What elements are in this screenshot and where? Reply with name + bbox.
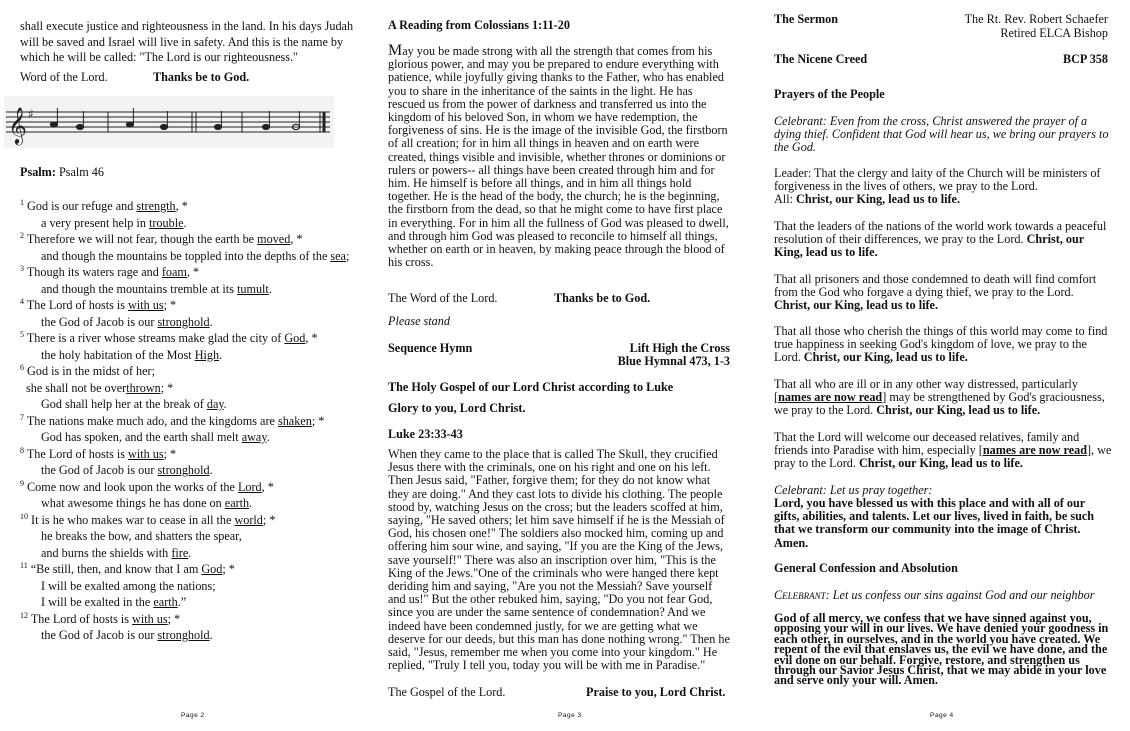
petition-2: That the leaders of the nations of the world work towards a peaceful resolution of their differences, we pray to the Lord. Christ, our King, lead us to life.	[774, 219, 1107, 260]
verse-number: 12	[20, 610, 28, 620]
accent-word: High	[194, 347, 220, 362]
let-us-pray: Celebrant: Let us pray together:	[774, 483, 933, 497]
accent-word: strength	[136, 199, 176, 213]
psalm-line: $^6$ God is in the midst of her;	[20, 363, 156, 378]
petition-text: That all who are ill or in any other way distressed, particularly [	[774, 377, 1078, 405]
word-label: Word of the Lord.	[20, 70, 108, 84]
accent-word: away	[241, 430, 267, 444]
page-3	[372, 0, 750, 731]
psalm-line: $^4$ The Lord of hosts is with us; *	[20, 297, 177, 312]
intro-text: shall execute justice and righteousness in the land. In his days Judah will be saved and Israel will live in safety. And this is the name by which he will be called: "The Lord is our righteousness."	[20, 19, 354, 64]
accent-word: stronghold	[157, 463, 210, 477]
psalm-line: $^9$ Come now and look upon the works of the Lord, *	[20, 478, 274, 494]
accent-word: fire	[171, 545, 189, 560]
verse-number: 6	[20, 363, 24, 372]
response: Christ, our King, lead us to life	[796, 192, 957, 207]
petition-text: That all prisoners and those condemned to death will find comfort from the God who forgave a dying thief, we pray to the Lord.	[774, 272, 1097, 300]
names-placeholder: names are now read	[982, 443, 1087, 458]
word-response: Thanks be to God.	[153, 70, 250, 84]
psalm-label: Psalm:	[20, 165, 56, 179]
leader-text: Leader: That the clergy and laity of the Church will be ministers of forgiveness in the lives of others, we pray to the Lord.	[774, 166, 1101, 194]
petition-4: That all those who cherish the things of this world may come to find true happiness in seeking God's kingdom of love, we pray to the Lord. Christ, our King, lead us to life.	[774, 324, 1108, 365]
word-response: Thanks be to God.	[554, 291, 651, 305]
petition-text: That the leaders of the nations of the world work towards a peaceful resolution of their differences, we pray to the Lord.	[774, 219, 1107, 247]
accent-word: foam	[161, 265, 187, 279]
page-number: Page 3	[558, 712, 582, 719]
psalm-line: and though the mountains tremble at its tumult.	[41, 281, 272, 296]
accent-word: world	[234, 512, 263, 527]
sermon-label: The Sermon	[774, 12, 838, 26]
psalm-line: $^3$ Though its waters rage and foam, *	[20, 264, 200, 279]
hymn-title: Lift High the Cross	[629, 341, 730, 355]
sermon-preacher: The Rt. Rev. Robert Schaefer	[964, 12, 1108, 26]
petition-3: That all prisoners and those condemned to death will find comfort from the God who forgave a dying thief, we pray to the Lord. Christ, our King, lead us to life.	[774, 272, 1097, 313]
psalm-line: the God of Jacob is our stronghold.	[41, 463, 213, 477]
response: Christ, our King, lead us to life	[858, 456, 1020, 471]
verse-number: 7	[20, 412, 24, 422]
celebrant-label: Celebrant:	[774, 114, 827, 128]
confession-text: God of all mercy, we confess that we have sinned against you, opposing your will in our lives. We have denied your goodness in each other, in ourselves, and in the world you have created. We repent of the evil that enslaves us, the evil we have done, and the evil done on our behalf. Forgive, restore, and strengthen us through our Savior Jesus Christ, that we may abide in your love and serve only your will. Amen.	[774, 611, 1109, 688]
response: Christ, our King, lead us to life	[803, 350, 965, 365]
verse-number: 3	[20, 264, 24, 273]
sermon-preacher-title: Retired ELCA Bishop	[1000, 26, 1108, 40]
petition-6: That the Lord will welcome our deceased relatives, family and friends into Paradise with him, especially [names are now read], we pray to the Lord. Christ, our King, lead us to life.	[774, 430, 1112, 471]
verse-number: 2	[20, 231, 24, 240]
accent-word: Lord	[237, 479, 262, 494]
gospel-close	[388, 685, 726, 700]
psalm-line: $^5$ There is a river whose streams make glad the city of God, *	[20, 330, 318, 345]
gospel-label: The Gospel of the Lord.	[388, 685, 506, 699]
psalm-line: $^{10}$ It is he who makes war to cease in all the world; *	[20, 511, 276, 527]
psalm-line: the God of Jacob is our stronghold.	[41, 314, 213, 329]
accent-word: with us	[128, 298, 164, 312]
accent-word: shaken	[277, 413, 312, 428]
page-number: Page 4	[930, 712, 954, 719]
psalm-text	[20, 198, 370, 644]
response: Christ, our King, lead us to life	[774, 232, 1084, 260]
accent-word: earth	[153, 595, 178, 609]
confession-title: General Confession and Absolution	[774, 561, 958, 575]
petition-1: Leader: That the clergy and laity of the Church will be ministers of forgiveness in the lives of others, we pray to the Lord. All: Christ, our King, lead us to life.	[774, 166, 1101, 207]
verse-number: 4	[20, 297, 24, 306]
verse-number: 9	[20, 478, 24, 488]
word-of-lord	[20, 70, 250, 85]
accent-word: God	[201, 562, 223, 576]
creed-ref: BCP 358	[1062, 52, 1108, 66]
psalm-line: God has spoken, and the earth shall melt away.	[41, 430, 270, 444]
accent-word: sea	[330, 248, 346, 263]
psalm-line: $^2$ Therefore we will not fear, though the earth be moved, *	[20, 231, 303, 246]
drop-cap: M	[388, 42, 403, 59]
accent-word: thrown	[126, 380, 161, 395]
accent-word: day	[206, 397, 224, 411]
petition-5: That all who are ill or in any other way distressed, particularly [names are now read] may be strengthened by God's graciousness, we pray to the Lord. Christ, our King, lead us to life.	[774, 377, 1105, 418]
psalm-heading	[20, 166, 104, 180]
reading-title: A Reading from Colossians 1:11-20	[388, 18, 570, 32]
response: Christ, our King, lead us to life	[876, 403, 1038, 418]
psalm-line: $^{12}$ The Lord of hosts is with us; *	[20, 610, 181, 626]
psalm-line: $^7$ The nations make much ado, and the kingdoms are shaken; *	[20, 412, 325, 428]
all-label: All:	[774, 192, 797, 207]
gospel-glory: Glory to you, Lord Christ.	[388, 401, 526, 415]
prayers-title: Prayers of the People	[774, 87, 885, 101]
verse-number: 8	[20, 445, 24, 455]
verse-number: 1	[20, 198, 24, 207]
psalm-ref: Psalm 46	[58, 165, 104, 179]
verse-number: 10	[20, 511, 28, 521]
hymn-label: Sequence Hymn	[388, 341, 473, 355]
luke-text: When they came to the place that is called The Skull, they crucified Jesus there with the criminals, one on his right and one on his left. Then Jesus said, "Father, forgive them; for they do not know what they are doing." And they cast lots to divide his clothing. The people stood by, watching Jesus on the cross; but the leaders scoffed at him, saying, "He saved others; let him save himself if he is the Messiah of God, his chosen one!" The soldiers also mocked him, coming up and offering him sour wine, and saying, "If you are the King of the Jews, save yourself!" There was also an inscription over him, "This is the King of the Jews."One of the criminals who were hanged there kept deriding him and saying, "Are you not the Messiah? Save yourself and us!" But the other rebuked him, saying, "Do you not fear God, since you are under the same sentence of condemnation? And we indeed have been condemned justly, for we are getting what we deserve for our deeds, but this man has done nothing wrong." Then he said, "Jesus, remember me when you come into your kingdom." He replied, "Truly I tell you, today you will be with me in Paradise."	[388, 447, 730, 673]
petition-text: That all those who cherish the things of this world may come to find true happiness in seeking God's kingdom of love, we pray to the Lord.	[774, 324, 1108, 365]
psalm-line: $^8$ The Lord of hosts is with us; *	[20, 445, 177, 461]
psalm-line: I will be exalted among the nations;	[41, 578, 216, 593]
word-label: The Word of the Lord.	[388, 291, 498, 305]
accent-word: moved	[257, 232, 291, 246]
accent-word: with us	[132, 611, 168, 626]
psalm-line: a very present help in trouble.	[41, 215, 187, 230]
reading-text	[388, 44, 730, 269]
svg-text:♯: ♯	[28, 107, 34, 121]
response: Christ, our King, lead us to life	[774, 298, 935, 313]
psalm-line: the God of Jacob is our stronghold.	[41, 628, 213, 642]
reading-body: ay you be made strong with all the strength that comes from his glorious power, and may you be prepared to endure everything with patience, while joyfully giving thanks to the Father, who has enabled you to share in the inheritance of the saints in the light. He has rescued us from the power of darkness and transferred us into the kingdom of his beloved Son, in whom we have redemption, the forgiveness of sins. He is the image of the invisible God, the firstborn of all creation; for in him all things in heaven and on earth were created, things visible and invisible, whether thrones or dominions or rulers or powers-- all things have been created through him and for him. He himself is before all things, and in him all things hold together. He is the head of the body, the church; he is the beginning, the firstborn from the dead, so that he might come to have first place in everything. For in him all the fullness of God was pleased to dwell, and through him God was pleased to reconcile to himself all things, whether on earth or in heaven, by making peace through the blood of his cross.	[388, 44, 729, 270]
names-placeholder: names are now read	[778, 390, 883, 405]
creed-label: The Nicene Creed	[774, 52, 868, 66]
psalm-line: and burns the shields with fire.	[41, 545, 192, 560]
petition-text-end: ], we pray to the Lord.	[774, 443, 1112, 471]
celebrant-text: Even from the cross, Christ answered the prayer of a dying thief. Confident that God will hear us, we bring our prayers to the God.	[774, 114, 1109, 155]
psalm-line: he breaks the bow, and shatters the spear,	[41, 529, 242, 543]
page-number: Page 2	[181, 712, 205, 719]
word-of-lord-2	[388, 291, 651, 306]
page-2	[0, 0, 372, 731]
celebrant-label: Celebrant:	[774, 588, 830, 602]
accent-word: with us	[128, 446, 164, 461]
accent-word: God	[284, 331, 306, 345]
psalm-line: what awesome things he has done on earth.	[41, 496, 253, 510]
gospel-response: Praise to you, Lord Christ.	[586, 685, 726, 699]
page-4	[750, 0, 1130, 731]
psalm-line: she shall not be overthrown; *	[26, 380, 174, 395]
verse-number: 5	[20, 330, 24, 339]
luke-ref: Luke 23:33-43	[388, 427, 463, 441]
petition-text: That the Lord will welcome our deceased relatives, family and friends into Paradise with him, especially [	[774, 430, 1080, 458]
verse-number: 11	[20, 561, 28, 570]
music-notation-image	[4, 96, 334, 148]
confession-invite-text: Let us confess our sins against God and our neighbor	[829, 588, 1095, 602]
accent-word: trouble	[148, 215, 184, 230]
psalm-line: $^1$ God is our refuge and strength, *	[20, 198, 188, 213]
psalm-line: God shall help her at the break of day.	[41, 397, 227, 411]
accent-word: stronghold	[157, 628, 210, 642]
psalm-line: $^{11}$ “Be still, then, and know that I am God; *	[20, 561, 235, 576]
gospel-title: The Holy Gospel of our Lord Christ according to Luke	[388, 380, 674, 394]
svg-text:𝄞: 𝄞	[8, 106, 27, 144]
please-stand: Please stand	[388, 314, 450, 328]
psalm-line: and though the mountains be toppled into the depths of the sea;	[41, 248, 350, 263]
accent-word: stronghold	[157, 314, 210, 329]
petition-text-end: ] may be strengthened by God's graciousness, we pray to the Lord.	[774, 390, 1105, 418]
accent-word: tumult	[236, 281, 269, 296]
psalm-line: the holy habitation of the Most High.	[41, 347, 223, 362]
hymn-ref: Blue Hymnal 473, 1-3	[617, 354, 730, 368]
accent-word: earth	[224, 496, 250, 510]
closing-prayer: Lord, you have blessed us with this place and with all of our gifts, abilities, and talents. Let our lives, lived in faith, be such that we transform our community into the image of Christ. Amen.	[774, 496, 1095, 550]
confession-invite	[774, 589, 1094, 603]
psalm-line: I will be exalted in the earth.”	[41, 595, 187, 609]
celebrant-intro	[774, 115, 1110, 155]
